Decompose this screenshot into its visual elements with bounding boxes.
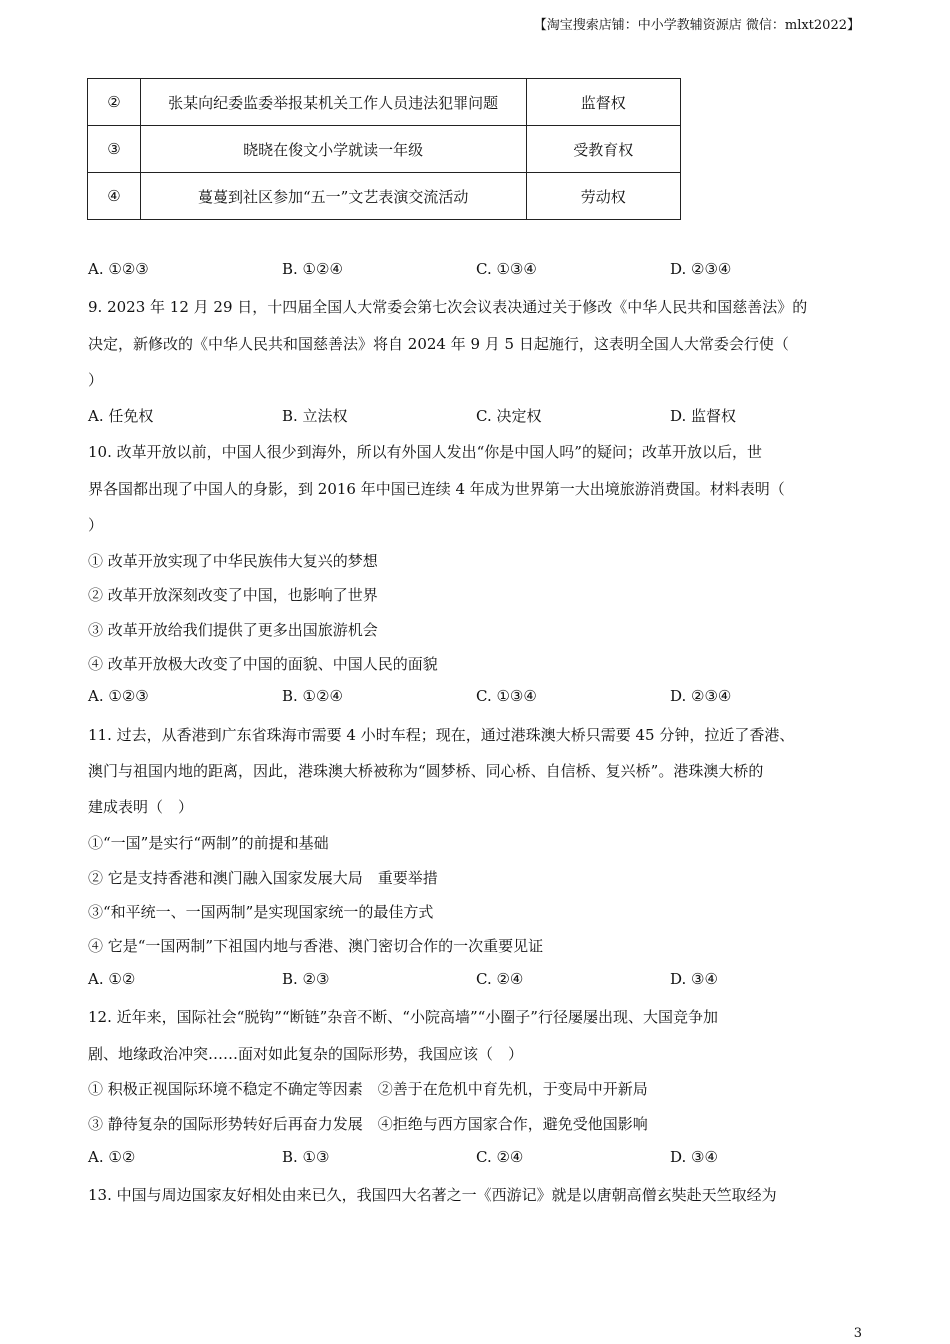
q10-statement: ② 改革开放深刻改变了中国，也影响了世界 [88,586,378,604]
table-row [88,126,681,173]
page-header: 【淘宝搜索店铺：中小学教辅资源店 微信：mlxt2022】 [533,18,860,33]
q10-stem-line: 界各国都出现了中国人的身影，到 2016 年中国已连续 4 年成为世界第一大出境旅游消费国。材料表明（ [88,480,785,498]
q9-stem-line: 决定，新修改的《中华人民共和国慈善法》将自 2024 年 9 月 5 日起施行，这表明全国人大常委会行使（ [88,335,789,353]
option-c: C. ①③④ [476,260,537,278]
row-event: 蔓蔓到社区参加“五一”文艺表演交流活动 [140,173,526,220]
q13-stem-line: 13. 中国与周边国家友好相处由来已久，我国四大名著之一《西游记》就是以唐朝高僧玄奘赴天竺取经为 [88,1186,777,1204]
table-row [88,79,681,126]
option-d: D. ③④ [670,1148,718,1166]
q11-statement: ② 它是支持香港和澳门融入国家发展大局 重要举措 [88,869,438,887]
option-a: A. ①② [88,970,136,988]
option-b: B. 立法权 [282,407,348,425]
q10-statement: ④ 改革开放极大改变了中国的面貌、中国人民的面貌 [88,655,438,673]
option-d: D. ③④ [670,970,718,988]
option-d: D. ②③④ [670,260,732,278]
q9-options [88,405,868,425]
q12-statement: ③ 静待复杂的国际形势转好后再奋力发展 ④拒绝与西方国家合作，避免受他国影响 [88,1115,648,1133]
q12-statement: ① 积极正视国际环境不稳定不确定等因素 ②善于在危机中育先机，于变局中开新局 [88,1080,648,1098]
q11-options [88,970,868,990]
q12-options [88,1148,868,1168]
q9-stem-line: 9. 2023 年 12 月 29 日，十四届全国人大常委会第七次会议表决通过关于修改《中华人民共和国慈善法》的 [88,298,808,316]
option-d: D. ②③④ [670,687,732,705]
option-c: C. 决定权 [476,407,542,425]
q10-stem-line: 10. 改革开放以前，中国人很少到海外，所以有外国人发出“你是中国人吗”的疑问；改革开放以后，世 [88,443,762,461]
row-number: ④ [88,173,141,220]
row-number: ③ [88,126,141,173]
row-right: 受教育权 [526,126,680,173]
option-a: A. ①②③ [88,260,149,278]
option-b: B. ①③ [282,1148,330,1166]
option-a: A. 任免权 [88,407,154,425]
rights-table [87,78,681,220]
q11-stem-line: 建成表明（ ） [88,798,194,816]
option-a: A. ①② [88,1148,136,1166]
q10-statement: ③ 改革开放给我们提供了更多出国旅游机会 [88,621,378,639]
q11-stem-line: 澳门与祖国内地的距离，因此，港珠澳大桥被称为“圆梦桥、同心桥、自信桥、复兴桥”。港珠澳大桥的 [88,762,764,780]
option-d: D. 监督权 [670,407,737,425]
row-right: 劳动权 [526,173,680,220]
option-c: C. ①③④ [476,687,537,705]
q11-stem-line: 11. 过去，从香港到广东省珠海市需要 4 小时车程；现在，通过港珠澳大桥只需要 45 分钟，拉近了香港、 [88,726,795,744]
q12-stem-line: 剧、地缘政治冲突……面对如此复杂的国际形势，我国应该（ ） [88,1045,524,1063]
q9-stem-line: ） [88,371,104,389]
row-event: 张某向纪委监委举报某机关工作人员违法犯罪问题 [140,79,526,126]
q8-options [88,260,868,280]
q10-options [88,687,868,707]
option-a: A. ①②③ [88,687,149,705]
q11-statement: ④ 它是“一国两制”下祖国内地与香港、澳门密切合作的一次重要见证 [88,937,544,955]
q10-stem-line: ） [88,516,104,534]
row-event: 晓晓在俊文小学就读一年级 [140,126,526,173]
q11-statement: ③“和平统一、一国两制”是实现国家统一的最佳方式 [88,903,434,921]
q10-statement: ① 改革开放实现了中华民族伟大复兴的梦想 [88,552,378,570]
q11-statement: ①“一国”是实行“两制”的前提和基础 [88,834,329,852]
option-b: B. ②③ [282,970,330,988]
q12-stem-line: 12. 近年来，国际社会“脱钩”“断链”杂音不断、“小院高墙”“小圈子”行径屡屡出现、大国竞争加 [88,1008,718,1026]
row-right: 监督权 [526,79,680,126]
option-c: C. ②④ [476,970,524,988]
page-number: 3 [853,1326,862,1341]
option-b: B. ①②④ [282,687,343,705]
row-number: ② [88,79,141,126]
option-c: C. ②④ [476,1148,524,1166]
table-row [88,173,681,220]
option-b: B. ①②④ [282,260,343,278]
